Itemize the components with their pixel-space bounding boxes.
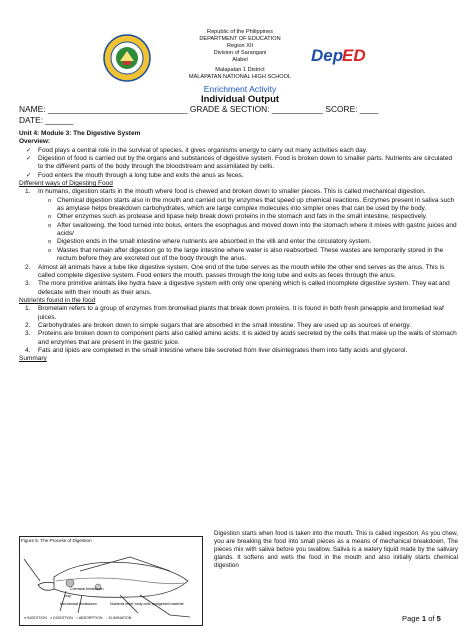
section-title-nutrients: Nutrients found in the food — [19, 296, 96, 304]
figure-caption: Figure 5. The Process of Digestion — [21, 538, 92, 543]
sub-list-item: o Chemical digestion starts also in the mouth and carried out by enzymes that speed up chemical reactions. Enzymes present in saliva such as amylase helps breakdown carbohydrates, which are large complex molecules into simpler ones that can be used by the body. — [48, 196, 455, 213]
svg-text:Dep: Dep — [311, 46, 344, 65]
individual-output-title: Individual Output — [200, 94, 280, 105]
legend-digestion-icon: ● — [49, 616, 53, 620]
figure-legend: ● INGESTION ● DIGESTION ● ABSORPTION ● ELIMINATION — [24, 616, 132, 620]
svg-text:ED: ED — [342, 46, 366, 65]
overview-label: Overview: — [19, 138, 51, 146]
figure-label-nutrients: Nutrients enter body cells — [110, 602, 151, 606]
overview-item: ✓ Digestion of food is carried out by the organs and substances of digestive system. Food is broken down to smaller parts. Nutrients are circulated to the different parts of the body through the bloodstream and assimilated by cells. — [26, 155, 453, 171]
figure-label-mechanical: Mechanical breakdown — [60, 602, 97, 606]
bullet-o-icon: o — [48, 197, 52, 204]
bullet-o-icon: o — [48, 247, 52, 254]
overview-item: ✓ Food plays a central role in the survival of species. it gives organisms energy to carry out many activities each day. — [26, 146, 368, 154]
check-icon: ✓ — [26, 171, 32, 179]
sub-list-item: o Other enzymes such as protease and lipase help break down proteins in the stomach and fats in the small intestine, respectively. — [48, 213, 428, 221]
section-title-summary: Summary — [19, 355, 47, 363]
enrichment-activity-title: Enrichment Activity — [203, 84, 277, 94]
sub-list-item: o Digestion ends in the small intestine where nutrients are absorbed in the villi and enter the circulatory system. — [48, 238, 372, 246]
figure-label-crop: crop — [64, 594, 71, 598]
overview-item: ✓ Food enters the mouth through a long tube and exits the anus as feces. — [26, 171, 244, 179]
check-icon: ✓ — [26, 155, 32, 163]
school-seal-logo — [103, 34, 151, 82]
figure-label-chemical: Chemical breakdown — [70, 587, 104, 591]
bullet-o-icon: o — [48, 214, 52, 221]
date-line: DATE: ______ — [19, 115, 74, 125]
sub-list-item: o Wastes that remain after digestion go to the large intestine where water is also reabsorbed. These wastes are temporarily stored in the rectum before they are excreted out of the body through the anus. — [48, 246, 444, 263]
header-line: Alabel — [232, 57, 248, 63]
list-item: 1. Bromelain refers to a group of enzymes from bromeliad plants that break down proteins. It is found in both fresh pineapple and bromeliad leaf juices. — [25, 305, 444, 321]
unit-title: Unit 4: Module 3: The Digestive System — [19, 130, 141, 137]
list-item: 3. The more primitive animals like hydra have a digestive system with only one opening which is called incomplete digestive system. They eat and defecate with their mouth as their anus. — [25, 280, 450, 296]
header-line: Malapatan 1 District — [215, 67, 265, 73]
legend-elimination-icon: ● — [105, 616, 108, 620]
list-item: 2. Almost all animals have a tube like digestive system. One end of the tube serves as the mouth while the other end serves as the anus. This is called complete digestive system. Food enters the mouth, passes through the long tube and exits as feces through the anus. — [25, 263, 445, 279]
deped-logo — [311, 44, 375, 66]
summary-text: Digestion starts when food is taken into the mouth. This is called ingestion. As you chew, you are breaking the food into small pieces as a means of mechanical breakdown. The pieces mix with saliva before you swallow. Saliva is a watery liquid made by the salivary glands. It softens and wets the food in the mouth and also initially starts chemical digestion — [214, 530, 458, 570]
legend-ingestion-icon: ● — [24, 616, 27, 620]
header-line: Division of Sarangani — [213, 50, 267, 56]
bullet-o-icon: o — [48, 239, 52, 246]
header-line: Republic of the Philippines — [207, 29, 273, 35]
page-number: Page 1 of 5 — [402, 614, 441, 623]
grasshopper-diagram — [20, 537, 202, 625]
sub-list-item: o After swallowing, the food turned into bolus, enters the esophagus and moved down into the stomach where it mixes with gastric juices and acids/ — [48, 221, 457, 238]
worksheet-body — [19, 130, 457, 364]
bullet-o-icon: o — [48, 222, 52, 229]
list-item: 3. Proteins are broken down to component parts also called amino acids. It is aided by acids secreted by the cells that make up the walls of stomach and enzymes that are present in the gastric juice. — [25, 330, 457, 346]
section-title-ways: Different ways of Digesting Food — [19, 180, 113, 188]
list-item: 2. Carbohydrates are broken down to simple sugars that are absorbed in the small intestine. They are used up as sources of energy. — [25, 321, 411, 329]
digestion-figure — [19, 536, 203, 626]
list-item: 1. In humans, digestion starts in the mouth where food is chewed and broken down to smaller pieces. This is called mechanical digestion. — [25, 188, 426, 196]
legend-absorption-icon: ● — [75, 616, 79, 620]
header-line: MALAPATAN NATIONAL HIGH SCHOOL — [188, 74, 292, 80]
figure-label-undigested: undigested material — [152, 602, 184, 606]
check-icon: ✓ — [26, 146, 32, 154]
header-line: Region XII — [226, 43, 254, 49]
name-grade-score-line: NAME: ______________________________ GRADE & SECTION: ___________ SCORE: ____ — [19, 104, 379, 114]
list-item: 4. Fats and lipids are completed in the small intestine where bile secreted from liver disintegrates them into fatty acids and glycerol. — [25, 346, 408, 354]
header-line: DEPARTMENT OF EDUCATION — [199, 36, 281, 42]
